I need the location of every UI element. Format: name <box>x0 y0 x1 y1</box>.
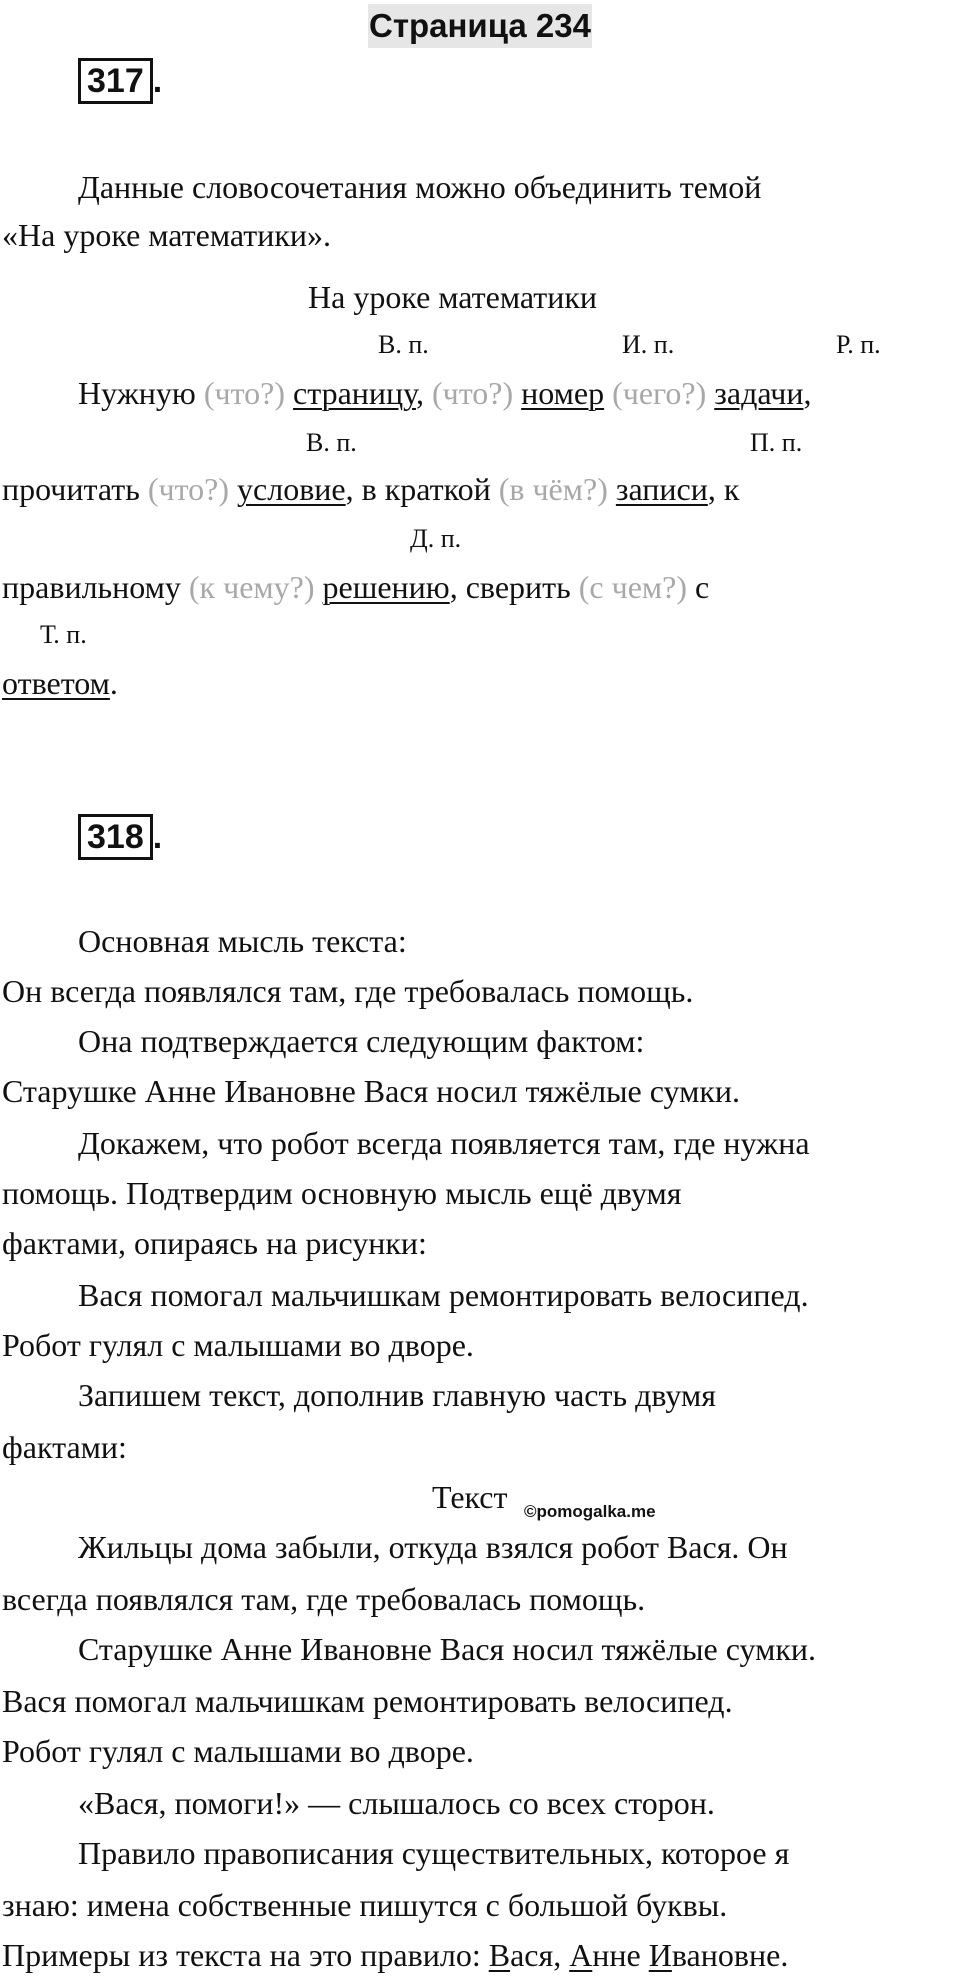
text: , в краткой <box>345 471 491 507</box>
text-line: знаю: имена собственные пишутся с большой буквы. <box>2 1887 728 1923</box>
page-header: Страница 234 <box>368 4 592 48</box>
text-line: фактами, опираясь на рисунки: <box>2 1225 427 1261</box>
text-line: Докажем, что робот всегда появляется там, где нужна <box>78 1125 810 1161</box>
case-label: Т. п. <box>40 620 87 649</box>
text-line: помощь. Подтвердим основную мысль ещё двумя <box>2 1175 682 1211</box>
exercise-number-318: 318 . <box>78 814 162 860</box>
case-label: И. п. <box>622 330 675 359</box>
word-underlined: страницу <box>293 375 416 411</box>
word-underlined: номер <box>521 375 605 411</box>
text: Примеры из текста на это правило: <box>2 1937 489 1973</box>
case-label: В. п. <box>306 428 357 457</box>
question: (в чём?) <box>498 471 608 507</box>
text: нне <box>592 1937 649 1973</box>
punct: . <box>109 665 118 701</box>
text: ася, <box>510 1937 570 1973</box>
question: (с чем?) <box>578 569 687 605</box>
word-underlined: решению <box>322 569 450 605</box>
text-line: Робот гулял с малышами во дворе. <box>2 1733 474 1769</box>
question: (чего?) <box>612 375 707 411</box>
word-underlined: ответом <box>2 665 110 701</box>
text-line: Правило правописания существительных, которое я <box>78 1835 790 1871</box>
text: , сверить <box>449 569 571 605</box>
word: прочитать <box>2 471 140 507</box>
case-label: В. п. <box>378 330 429 359</box>
question: (что?) <box>147 471 230 507</box>
capital-letter-underlined: В <box>488 1937 511 1973</box>
punct: , <box>415 375 424 411</box>
text: , к <box>707 471 740 507</box>
text-line: Жильцы дома забыли, откуда взялся робот Вася. Он <box>78 1529 788 1565</box>
text-line: Она подтверждается следующим фактом: <box>78 1023 645 1059</box>
section-title: На уроке математики <box>308 279 598 315</box>
text-line: Вася помогал мальчишкам ремонтировать велосипед. <box>78 1277 809 1313</box>
case-label: П. п. <box>750 428 803 457</box>
phrase-line-2 <box>2 470 739 508</box>
word: правильному <box>2 569 181 605</box>
text-line: Вася помогал мальчишкам ремонтировать велосипед. <box>2 1683 733 1719</box>
capital-letter-underlined: И <box>648 1937 672 1973</box>
phrase-line-4 <box>2 664 118 702</box>
capital-letter-underlined: А <box>569 1937 593 1973</box>
question: (к чему?) <box>188 569 315 605</box>
watermark: ©pomogalka.me <box>524 1502 656 1521</box>
text-line: Старушке Анне Ивановне Вася носил тяжёлые сумки. <box>2 1073 741 1109</box>
case-label: Д. п. <box>410 524 462 553</box>
phrase-line-1 <box>78 374 812 412</box>
phrase-line-3 <box>2 568 709 606</box>
punct: , <box>803 375 812 411</box>
word-underlined: записи <box>615 471 708 507</box>
text-line: Запишем текст, дополнив главную часть двумя <box>78 1377 716 1413</box>
text-line: Он всегда появлялся там, где требовалась помощь. <box>2 973 694 1009</box>
word-underlined: задачи <box>714 375 804 411</box>
text: с <box>695 569 710 605</box>
text: вановне. <box>671 1937 789 1973</box>
intro-line-2: «На уроке математики». <box>2 217 332 253</box>
text-line: фактами: <box>2 1429 127 1465</box>
text-title: Текст <box>432 1479 508 1515</box>
question: (что?) <box>203 375 285 411</box>
question: (что?) <box>431 375 514 411</box>
word-underlined: условие <box>237 471 346 507</box>
examples-line <box>2 1936 788 1974</box>
exercise-number-317: 317 . <box>78 58 162 104</box>
intro-line-1: Данные словосочетания можно объединить темой <box>78 169 762 205</box>
text-line: Основная мысль текста: <box>78 923 407 959</box>
text-line: «Вася, помоги!» — слышалось со всех сторон. <box>78 1785 715 1821</box>
text-line: Старушке Анне Ивановне Вася носил тяжёлые сумки. <box>78 1631 817 1667</box>
text-line: Робот гулял с малышами во дворе. <box>2 1327 474 1363</box>
case-label: Р. п. <box>836 330 881 359</box>
word: Нужную <box>78 375 196 411</box>
text-line: всегда появлялся там, где требовалась помощь. <box>2 1581 646 1617</box>
